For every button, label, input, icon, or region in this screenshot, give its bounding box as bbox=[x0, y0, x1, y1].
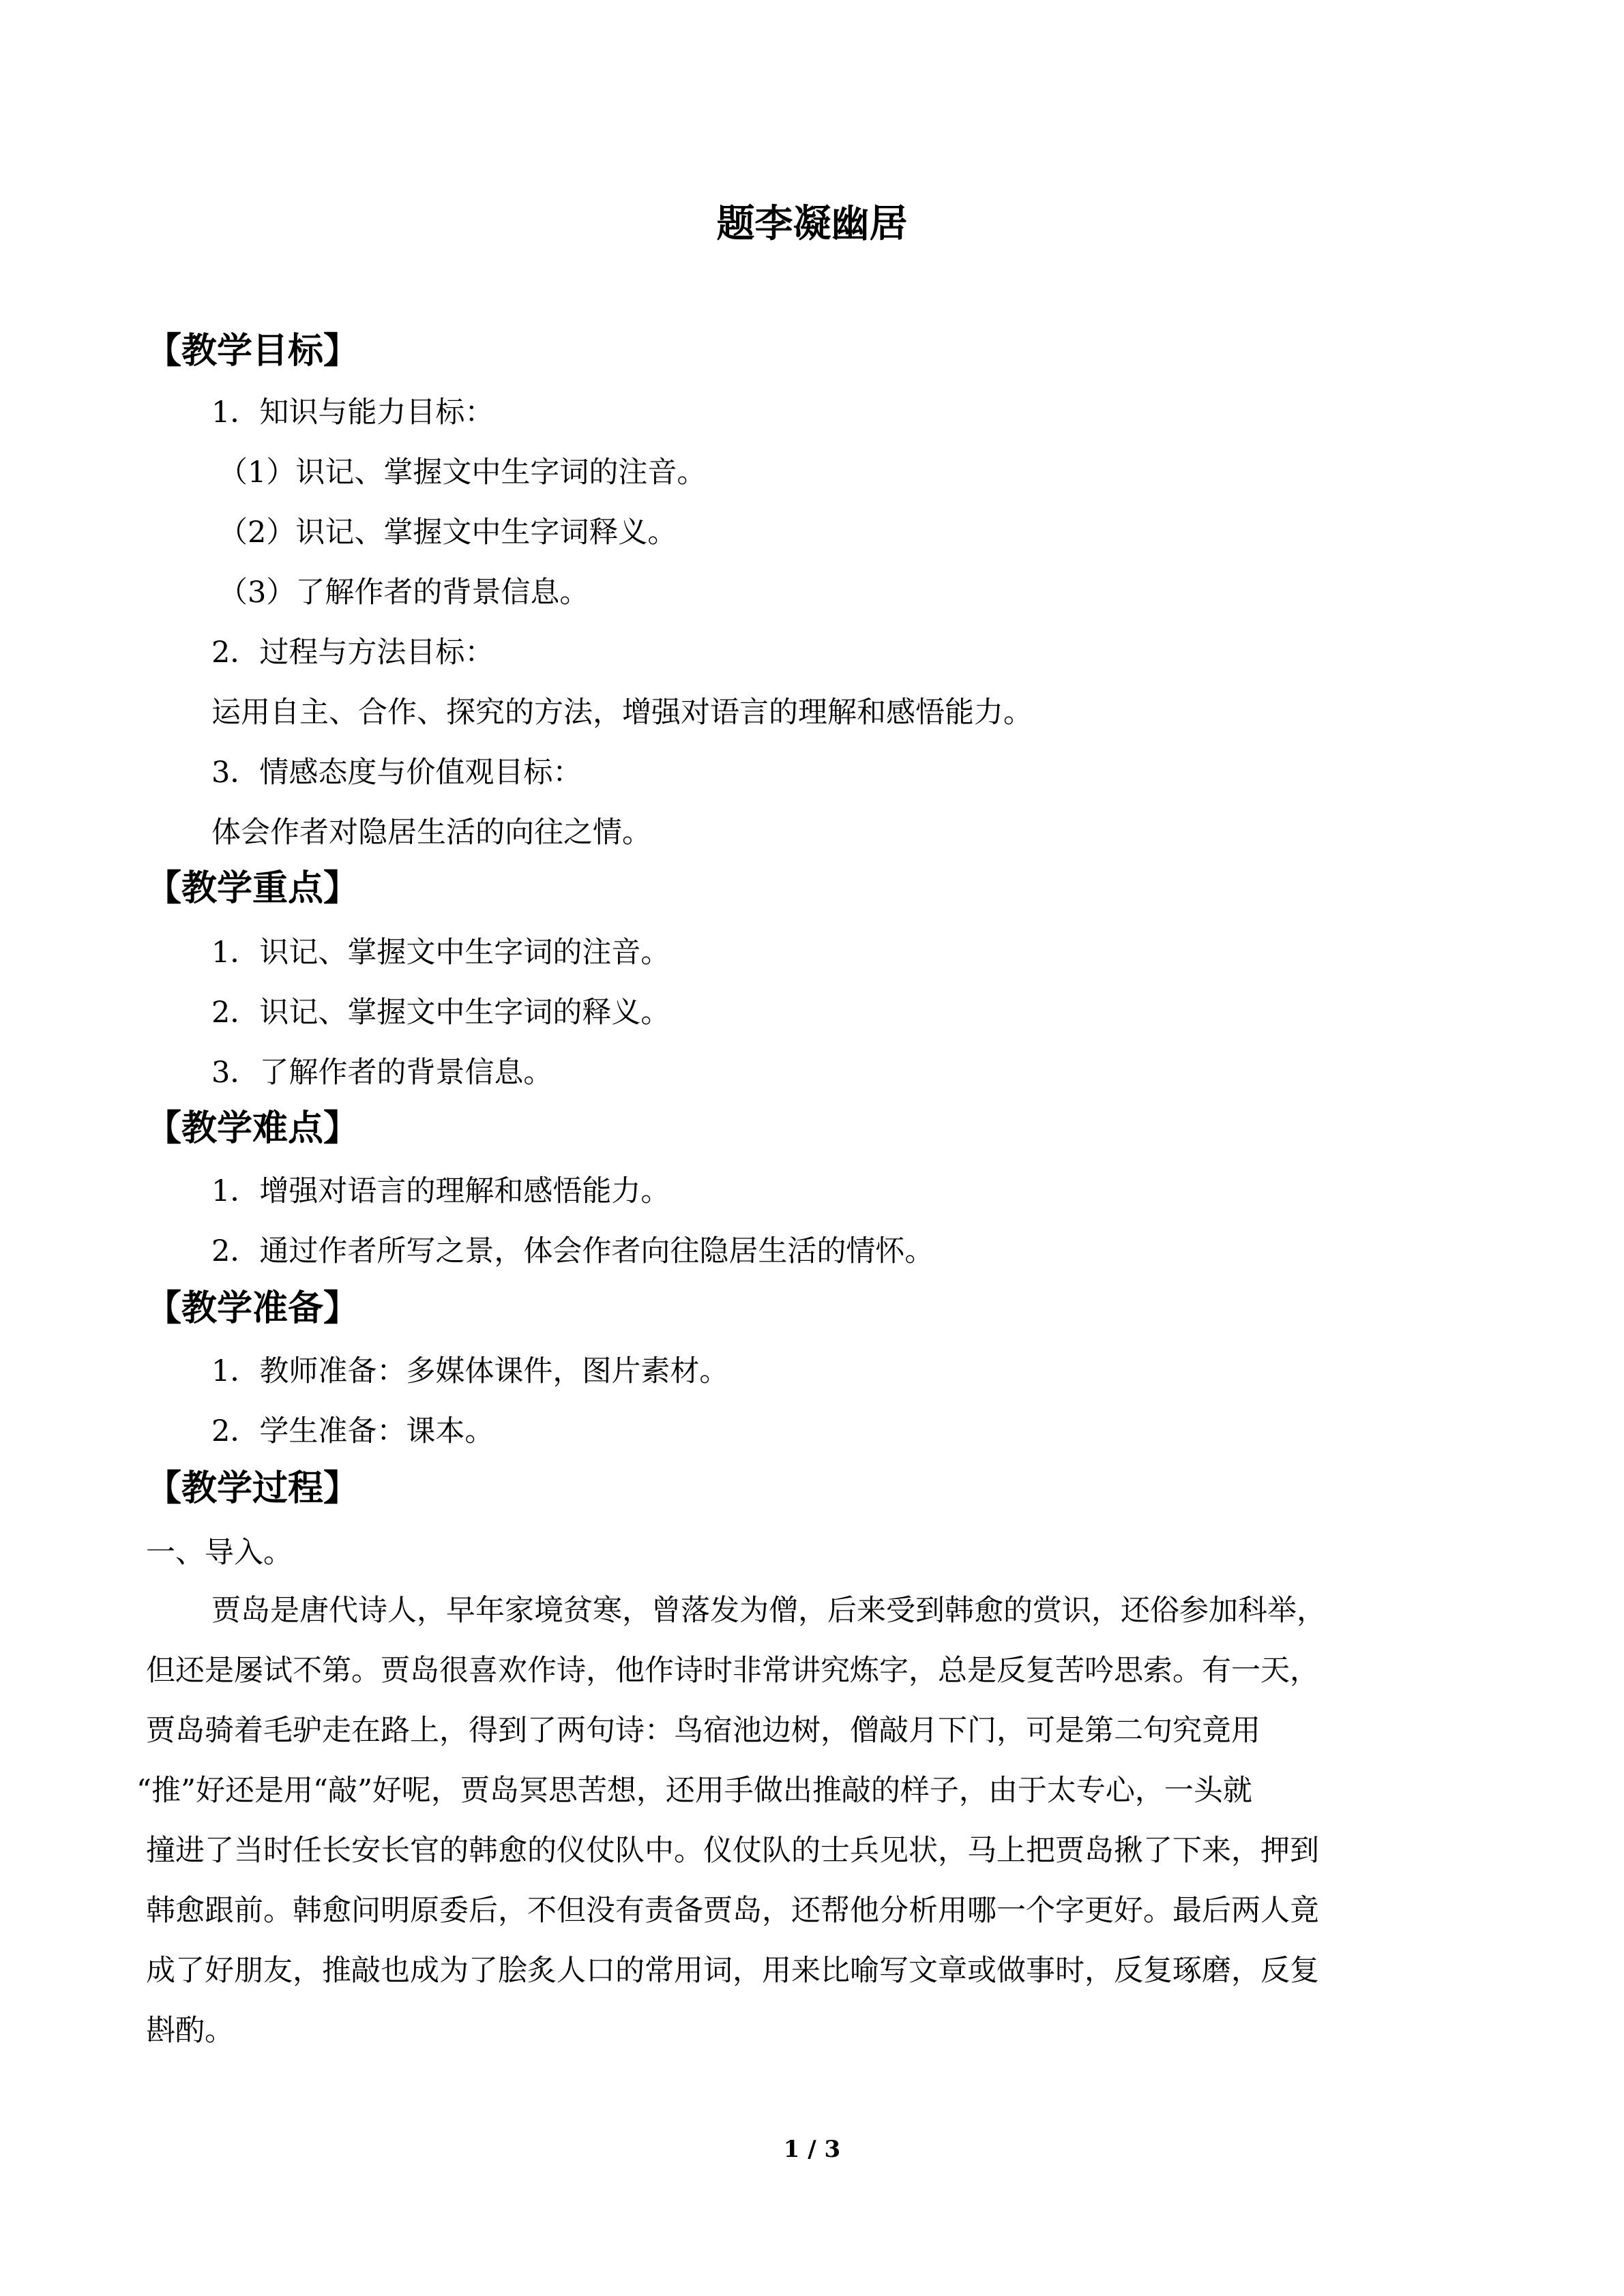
paragraph-line: 韩愈跟前。韩愈问明原委后，不但没有责备贾岛，还帮他分析用哪一个字更好。最后两人竟 bbox=[146, 1894, 1319, 1928]
key-point-line: 2．识记、掌握文中生字词的释义。 bbox=[211, 996, 670, 1030]
paragraph-line: 成了好朋友，推敲也成为了脍炙人口的常用词，用来比喻写文章或做事时，反复琢磨，反复 bbox=[146, 1954, 1319, 1988]
process-subheading: 一、导入。 bbox=[146, 1536, 293, 1570]
goal-line: 运用自主、合作、探究的方法，增强对语言的理解和感悟能力。 bbox=[211, 696, 1033, 730]
goal-line: 3．情感态度与价值观目标： bbox=[211, 756, 582, 790]
key-point-line: 3．了解作者的背景信息。 bbox=[211, 1056, 553, 1090]
section-heading-preparation: 【教学准备】 bbox=[146, 1288, 359, 1329]
goal-line: 体会作者对隐居生活的向往之情。 bbox=[211, 816, 651, 850]
goal-line: （3）了解作者的背景信息。 bbox=[218, 576, 589, 610]
difficulty-line: 1．增强对语言的理解和感悟能力。 bbox=[211, 1174, 670, 1208]
page-number: 1 / 3 bbox=[783, 2136, 841, 2163]
paragraph-line: “推”好还是用“敲”好呢，贾岛冥思苦想，还用手做出推敲的样子，由于太专心，一头就 bbox=[136, 1774, 1252, 1808]
paragraph-line: 但还是屡试不第。贾岛很喜欢作诗，他作诗时非常讲究炼字，总是反复苦吟思索。有一天， bbox=[146, 1654, 1319, 1688]
key-point-line: 1．识记、掌握文中生字词的注音。 bbox=[211, 936, 670, 970]
section-heading-difficulties: 【教学难点】 bbox=[146, 1108, 359, 1149]
paragraph-line: 撞进了当时任长安长官的韩愈的仪仗队中。仪仗队的士兵见状，马上把贾岛揪了下来，押到 bbox=[146, 1834, 1319, 1868]
paragraph-line: 斟酌。 bbox=[146, 2014, 234, 2048]
intro-paragraph bbox=[136, 1581, 1459, 2061]
section-heading-goals: 【教学目标】 bbox=[146, 331, 359, 372]
paragraph-line: 贾岛骑着毛驴走在路上，得到了两句诗：鸟宿池边树，僧敲月下门，可是第二句究竟用 bbox=[146, 1714, 1260, 1748]
goal-line: （1）识记、掌握文中生字词的注音。 bbox=[218, 456, 707, 490]
preparation-line: 2．学生准备：课本。 bbox=[211, 1414, 494, 1448]
goal-line: （2）识记、掌握文中生字词释义。 bbox=[218, 516, 677, 550]
section-heading-process: 【教学过程】 bbox=[146, 1468, 359, 1509]
section-heading-key-points: 【教学重点】 bbox=[146, 868, 359, 909]
difficulty-line: 2．通过作者所写之景，体会作者向往隐居生活的情怀。 bbox=[211, 1234, 934, 1268]
page-title: 题李凝幽居 bbox=[716, 202, 908, 246]
goal-line: 2．过程与方法目标： bbox=[211, 636, 494, 670]
goal-line: 1．知识与能力目标： bbox=[211, 396, 494, 430]
paragraph-line: 贾岛是唐代诗人，早年家境贫寒，曾落发为僧，后来受到韩愈的赏识，还俗参加科举， bbox=[211, 1594, 1326, 1628]
preparation-line: 1．教师准备：多媒体课件，图片素材。 bbox=[211, 1354, 729, 1388]
